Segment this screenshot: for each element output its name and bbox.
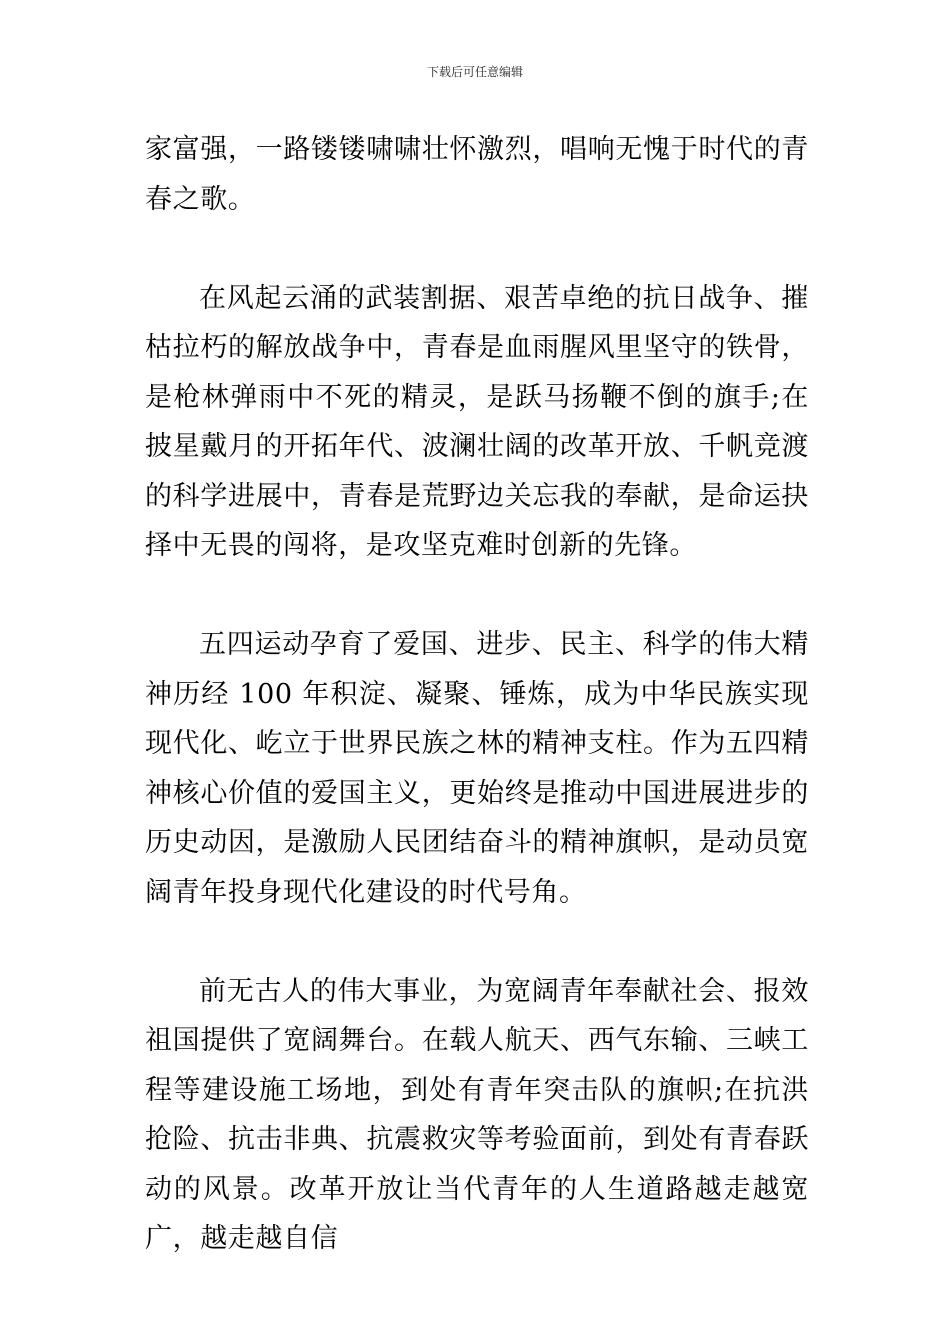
- paragraph-youth-history: 在风起云涌的武装割据、艰苦卓绝的抗日战争、摧枯拉朽的解放战争中，青春是血雨腥风里坚守的铁骨，是枪林弹雨中不死的精灵，是跃马扬鞭不倒的旗手;在披星戴月的开拓年代、波澜壮阔的改革开放、千帆竞渡的科学进展中，青春是荒野边关忘我的奉献，是命运抉择中无畏的闯将，是攻坚克难时创新的先锋。: [145, 282, 809, 561]
- paragraph-spacer: [145, 224, 809, 274]
- paragraph-continued: 家富强，一路镂镂啸啸壮怀激烈，唱响无愧于时代的青春之歌。: [145, 134, 809, 215]
- paragraph-spacer: [145, 917, 809, 967]
- page-header: 下载后可任意编辑: [426, 65, 523, 79]
- paragraph-spacer: [145, 571, 809, 621]
- paragraph-may-fourth-spirit: 五四运动孕育了爱国、进步、民主、科学的伟大精神历经 100 年积淀、凝聚、锤炼，成为中华民族实现现代化、屹立于世界民族之林的精神支柱。作为五四精神核心价值的爱国主义，更始终是推动中国进展进步的历史动因，是激励人民团结奋斗的精神旗帜，是动员宽阔青年投身现代化建设的时代号角。: [145, 629, 809, 908]
- paragraph-great-cause: 前无古人的伟大事业，为宽阔青年奉献社会、报效祖国提供了宽阔舞台。在载人航天、西气东输、三峡工程等建设施工场地，到处有青年突击队的旗帜;在抗洪抢险、抗击非典、抗震救灾等考验面前，到处有青春跃动的风景。改革开放让当代青年的人生道路越走越宽广，越走越自信: [145, 975, 809, 1254]
- document-body: [145, 125, 809, 1264]
